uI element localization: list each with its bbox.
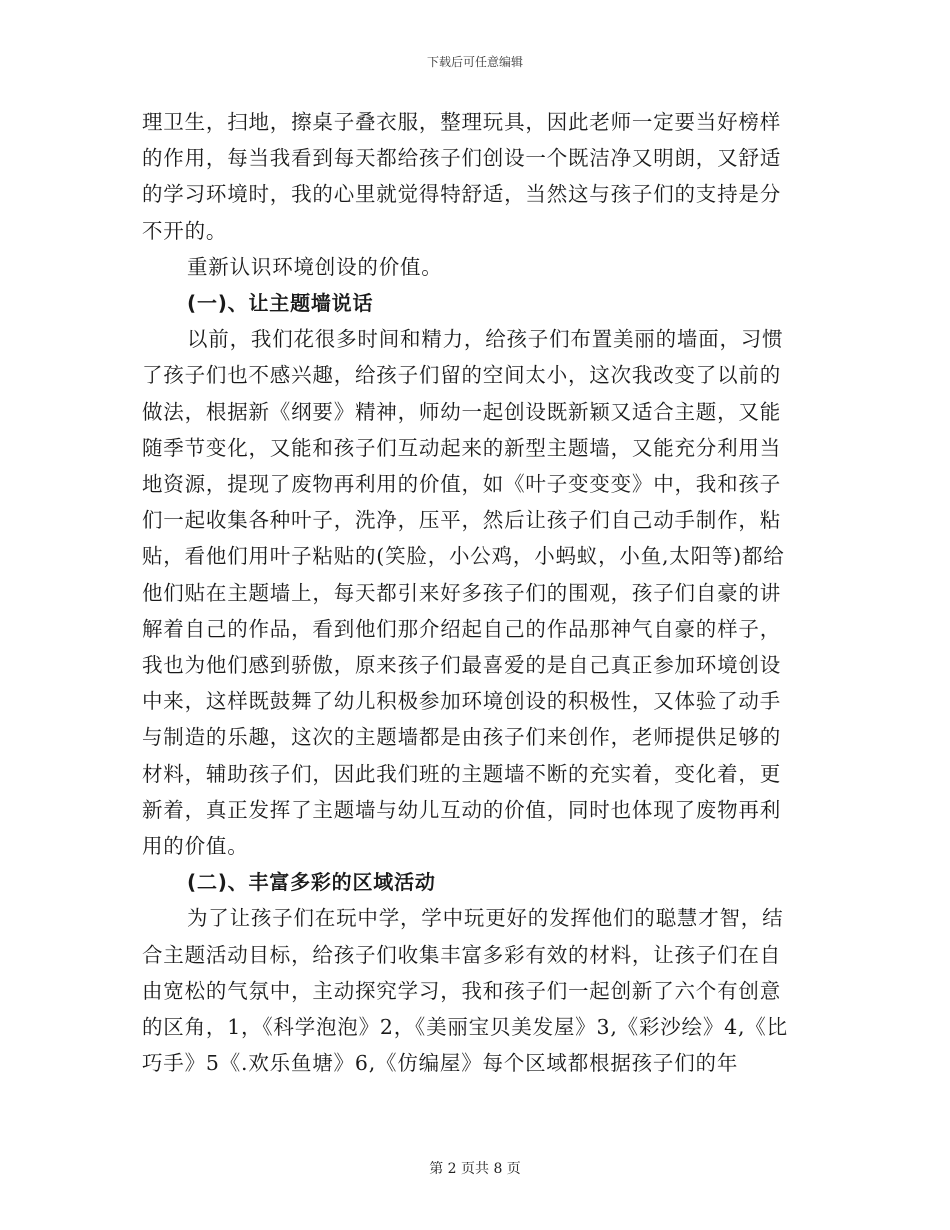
paragraph-1: 理卫生，扫地，擦桌子叠衣服，整理玩具，因此老师一定要当好榜样的作用，每当我看到每天都给孩子们创设一个既洁净又明朗，又舒适的学习环境时，我的心里就觉得特舒适，当然这与孩子们的支持是分不开的。 xyxy=(142,110,781,243)
document-body xyxy=(142,104,802,1081)
paragraph-2: 重新认识环境创设的价值。 xyxy=(187,254,443,279)
page-footer: 第 2 页共 8 页 xyxy=(429,1161,521,1177)
paragraph-4: 为了让孩子们在玩中学，学中玩更好的发挥他们的聪慧才智，结合主题活动目标，给孩子们收集丰富多彩有效的材料，让孩子们在自由宽松的气氛中，主动探究学习，我和孩子们一起创新了六个有创意的区角，1，《科学泡泡》2，《美丽宝贝美发屋》3,《彩沙绘》4,《比巧手》5《.欢乐鱼塘》6,《仿编屋》每个区域都根据孩子们的年 xyxy=(142,906,788,1076)
section-heading-1: (一)、让主题墙说话 xyxy=(187,291,374,316)
page-header: 下载后可任意编辑 xyxy=(426,55,523,69)
paragraph-3: 以前，我们花很多时间和精力，给孩子们布置美丽的墙面，习惯了孩子们也不感兴趣，给孩子们留的空间太小，这次我改变了以前的做法，根据新《纲要》精神，师幼一起创设既新颖又适合主题，又能随季节变化，又能和孩子们互动起来的新型主题墙，又能充分利用当地资源，提现了废物再利用的价值，如《叶子变变变》中，我和孩子们一起收集各种叶子，洗净，压平，然后让孩子们自己动手制作，粘贴，看他们用叶子粘贴的(笑脸，小公鸡，小蚂蚁，小鱼,太阳等)都给他们贴在主题墙上，每天都引来好多孩子们的围观，孩子们自豪的讲解着自己的作品，看到他们那介绍起自己的作品那神气自豪的样子，我也为他们感到骄傲，原来孩子们最喜爱的是自己真正参加环境创设中来，这样既鼓舞了幼儿积极参加环境创设的积极性，又体验了动手与制造的乐趣，这次的主题墙都是由孩子们来创作，老师提供足够的材料，辅助孩子们，因此我们班的主题墙不断的充实着，变化着，更新着，真正发挥了主题墙与幼儿互动的价值，同时也体现了废物再利用的价值。 xyxy=(142,327,785,859)
section-heading-2: (二)、丰富多彩的区域活动 xyxy=(187,870,436,895)
